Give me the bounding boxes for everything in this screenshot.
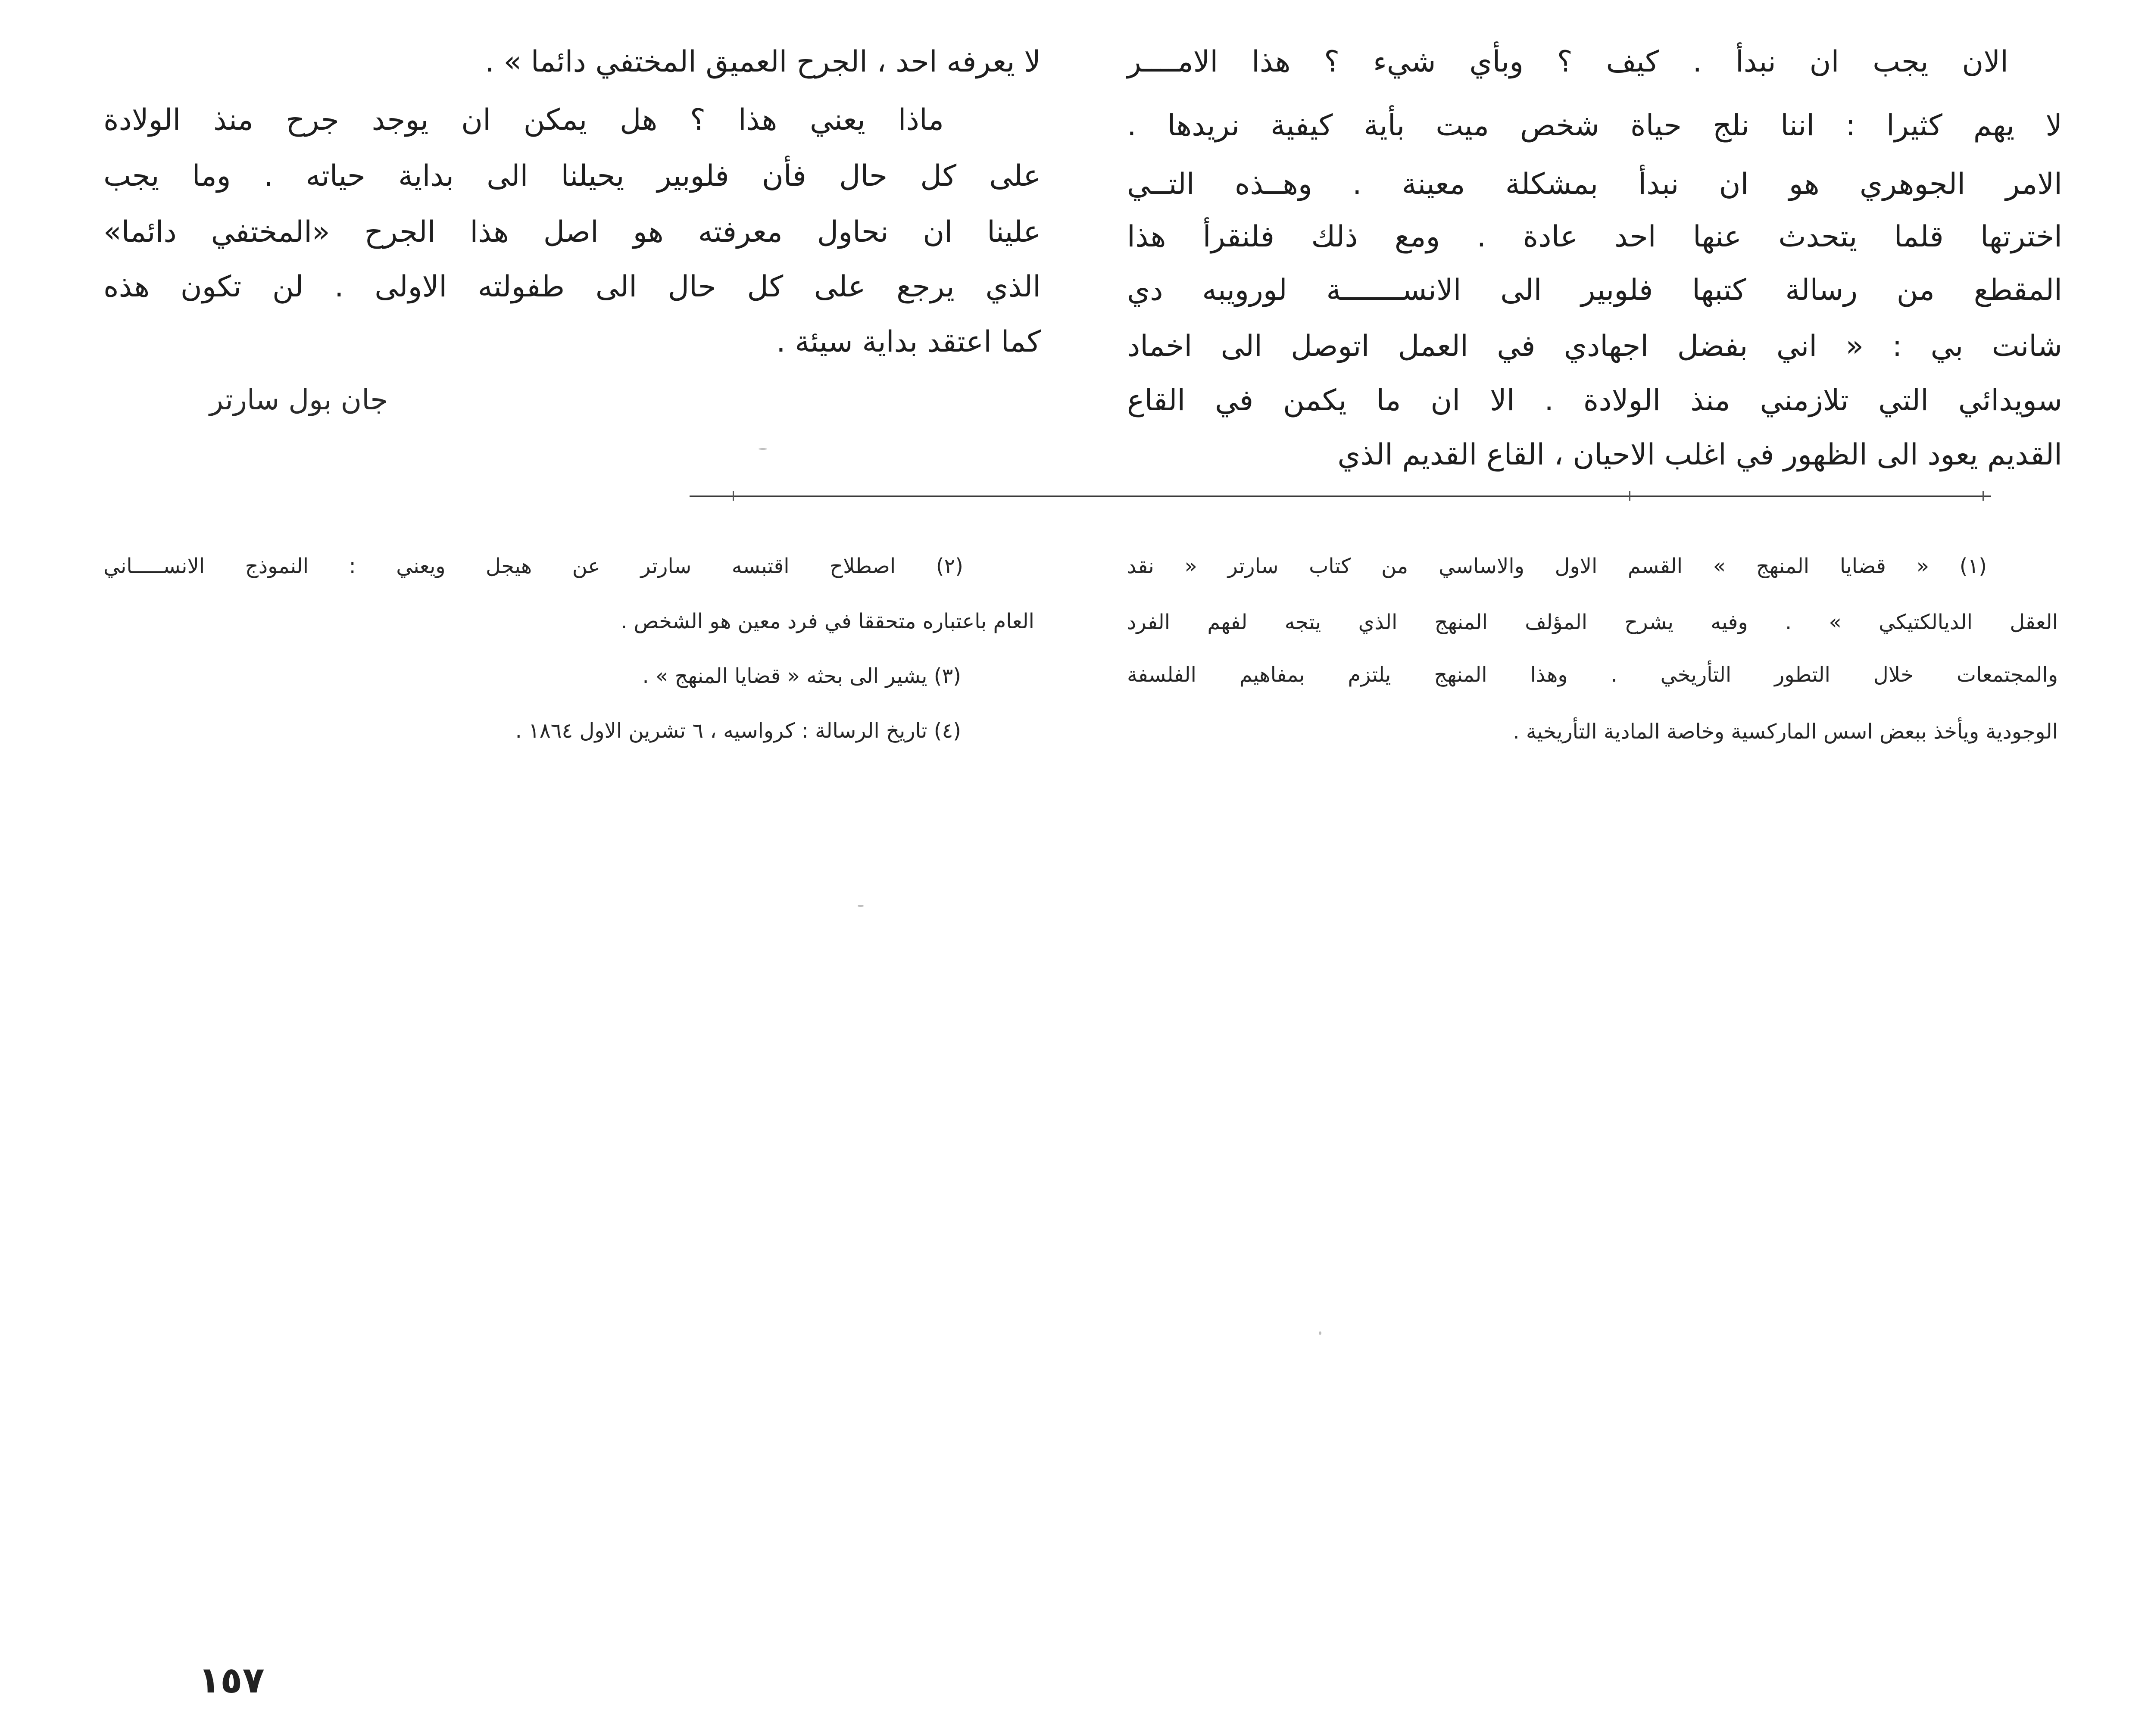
text-line: سويدائي التي تلازمني منذ الولادة . الا ان ما يكمن في القاع <box>1127 383 2062 418</box>
footnote-separator <box>690 496 1991 497</box>
text-line: علينا ان نحاول معرفته هو اصل هذا الجرح «المختفي دائما» <box>103 215 1041 249</box>
separator-mark <box>1983 491 1984 501</box>
footnote-line: (٣) يشير الى بحثه « قضايا المنهج » . <box>642 664 961 688</box>
text-line: المقطع من رسالة كتبها فلوبير الى الانســـــــة لورويبه دي <box>1127 273 2062 307</box>
text-line: القديم يعود الى الظهور في اغلب الاحيان ، القاع القديم الذي <box>1337 438 2062 472</box>
separator-mark <box>733 491 734 501</box>
text-line: لا يهم كثيرا : اننا نلج حياة شخص ميت بأية كيفية نريدها . <box>1127 109 2062 143</box>
author-signature: جان بول سارتر <box>209 383 388 416</box>
scan-speck <box>1319 1331 1321 1335</box>
separator-mark <box>1629 491 1630 501</box>
text-line: الامر الجوهري هو ان نبدأ بمشكلة معينة . وهــذه التــي <box>1127 167 2062 201</box>
text-line: الان يجب ان نبدأ . كيف ؟ وبأي شيء ؟ هذا الامــــر <box>1127 45 2008 79</box>
text-line: اخترتها قلما يتحدث عنها احد عادة . ومع ذلك فلنقرأ هذا <box>1127 220 2062 254</box>
text-line: كما اعتقد بداية سيئة . <box>776 325 1041 359</box>
footnote-line: العام باعتباره متحققا في فرد معين هو الشخص . <box>620 609 1034 633</box>
footnote-line: الوجودية ويأخذ ببعض اسس الماركسية وخاصة المادية التأريخية . <box>1513 720 2058 744</box>
text-line: على كل حال فأن فلوبير يحيلنا الى بداية حياته . وما يجب <box>103 159 1041 193</box>
scan-speck <box>759 448 767 450</box>
footnote-line: والمجتمعات خلال التطور التأريخي . وهذا المنهج يلتزم بمفاهيم الفلسفة <box>1127 663 2058 687</box>
footnote-line: (٤) تاريخ الرسالة : كرواسيه ، ٦ تشرين الاول ١٨٦٤ . <box>515 719 961 743</box>
text-line: شانت بي : « اني بفضل اجهادي في العمل اتوصل الى اخماد <box>1127 329 2062 363</box>
text-line: الذي يرجع على كل حال الى طفولته الاولى . لن تكون هذه <box>103 270 1041 304</box>
text-line: ماذا يعني هذا ؟ هل يمكن ان يوجد جرح منذ الولادة <box>103 103 944 137</box>
footnote-line: (١) « قضايا المنهج » القسم الاول والاساسي من كتاب سارتر « نقد <box>1127 554 1987 578</box>
scan-speck <box>858 905 864 907</box>
footnote-line: العقل الديالكتيكي » . وفيه يشرح المؤلف المنهج الذي يتجه لفهم الفرد <box>1127 610 2058 634</box>
text-line: لا يعرفه احد ، الجرح العميق المختفي دائما » . <box>485 45 1041 79</box>
footnote-line: (٢) اصطلاح اقتبسه سارتر عن هيجل ويعني : النموذج الانســـــاني <box>103 554 963 578</box>
page-number: ١٥٧ <box>198 1659 265 1701</box>
